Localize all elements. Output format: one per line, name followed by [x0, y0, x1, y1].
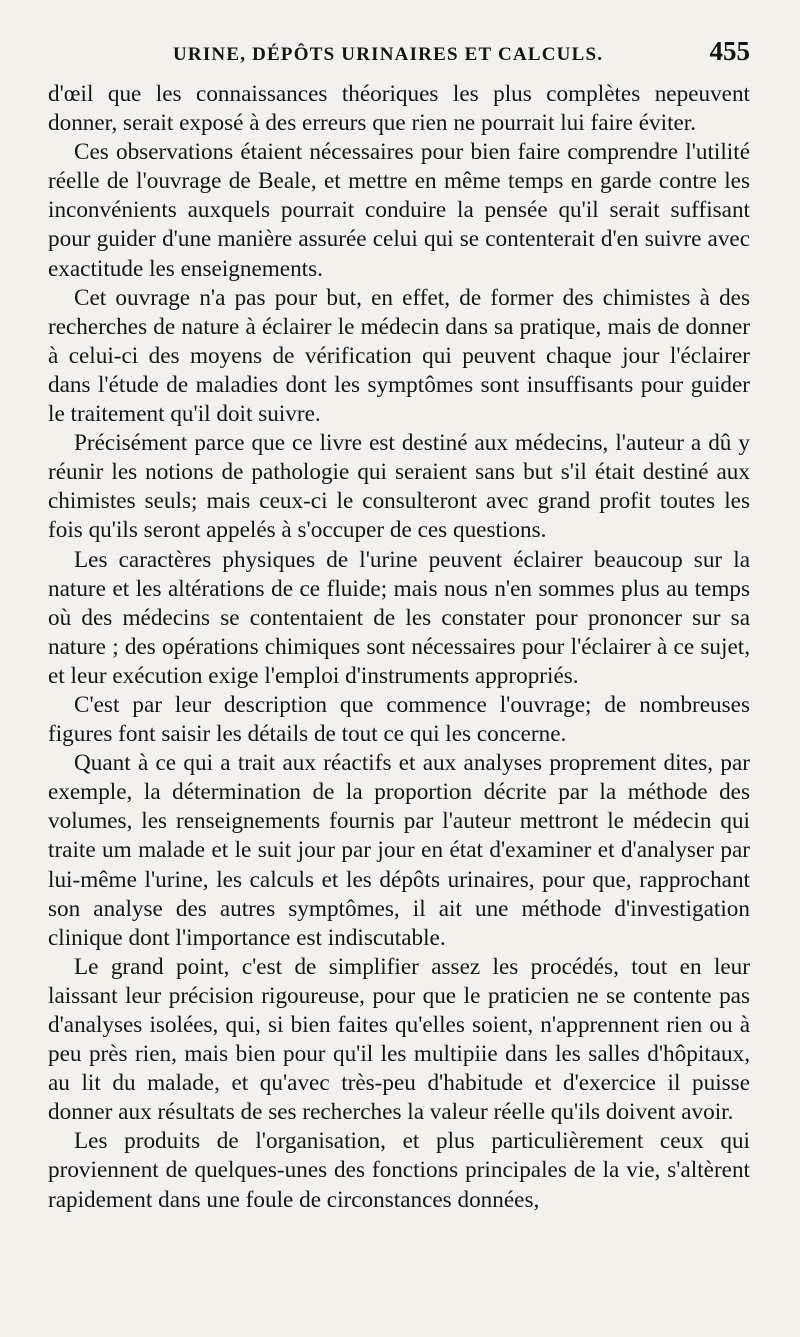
page-header — [48, 30, 750, 80]
paragraph: Précisément parce que ce livre est destiné aux médecins, l'auteur a dû y réunir les notions de pathologie qui seraient sans but s'il était destiné aux chimistes seuls; mais ceux-ci le consulteront avec grand profit toutes les fois qu'ils seront appelés à s'occuper de ces questions. — [48, 430, 750, 544]
paragraph: Les produits de l'organisation, et plus particulièrement ceux qui proviennent de quelques-unes des fonctions principales de la vie, s'altèrent rapidement dans une foule de circonstances données, — [48, 1128, 750, 1213]
page-body — [48, 80, 750, 1215]
paragraph: Les caractères physiques de l'urine peuvent éclairer beaucoup sur la nature et les altérations de ce fluide; mais nous n'en sommes plus au temps où des médecins se contentaient de les constater pour prononcer sur sa nature ; des opérations chimiques sont nécessaires pour l'éclairer à ce sujet, et leur exécution exige l'emploi d'instruments appropriés. — [48, 546, 750, 689]
paragraph: Cet ouvrage n'a pas pour but, en effet, de former des chimistes à des recherches de nature à éclairer le médecin dans sa pratique, mais de donner à celui-ci des moyens de vérification qui peuvent chaque jour l'éclairer dans l'étude de maladies dont les symptômes sont insuffisants pour guider le traitement qu'il doit suivre. — [48, 284, 750, 428]
running-title: URINE, DÉPÔTS URINAIRES ET CALCULS. — [173, 44, 604, 65]
paragraph: Quant à ce qui a trait aux réactifs et aux analyses proprement dites, par exemple, la détermination de la proportion décrite par la méthode des volumes, les renseignements fournis par l'auteur mettront le médecin qui traite um malade et le suit jour par jour en état d'examiner et d'analyser par lui-même l'urine, les calculs et les dépôts urinaires, pour que, rapprochant son analyse des autres symptômes, il ait une méthode d'investigation clinique dont l'importance est indiscutable. — [48, 750, 750, 951]
paragraph: d'œil que les connaissances théoriques les plus complètes nepeuvent donner, serait exposé à des erreurs que rien ne pourrait lui faire éviter. — [48, 81, 750, 137]
paragraph: Ces observations étaient nécessaires pour bien faire comprendre l'utilité réelle de l'ouvrage de Beale, et mettre en même temps en garde contre les inconvénients auxquels pourrait conduire la pensée qu'il serait suffisant pour guider d'une manière assurée celui qui se contenterait d'en suivre avec exactitude les enseignements. — [48, 139, 750, 282]
paragraph: Le grand point, c'est de simplifier assez les procédés, tout en leur laissant leur précision rigoureuse, pour que le praticien ne se contente pas d'analyses isolées, qui, si bien faites qu'elles soient, n'apprennent rien ou à peu près rien, mais bien pour qu'il les multipiie dans les salles d'hôpitaux, au lit du malade, et qu'avec très-peu d'habitude et d'exercice il puisse donner aux résultats de ses recherches la valeur réelle qu'ils doivent avoir. — [48, 953, 750, 1126]
page-number: 455 — [709, 36, 750, 66]
paragraph: C'est par leur description que commence l'ouvrage; de nombreuses figures font saisir les détails de tout ce qui les concerne. — [48, 691, 750, 748]
